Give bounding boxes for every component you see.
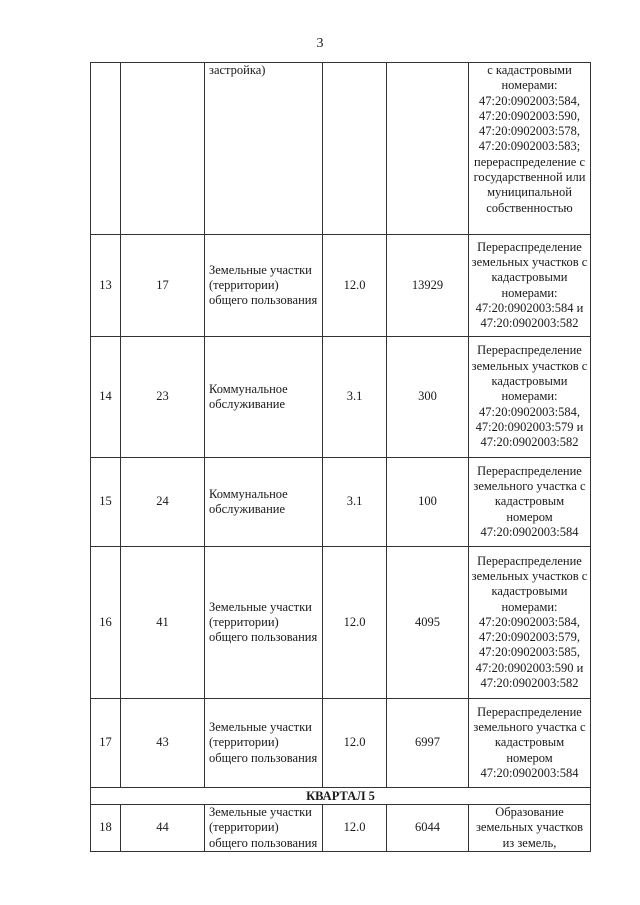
purpose: Земельные участки (территории) общего пользования	[205, 805, 323, 852]
area: 13929	[387, 235, 469, 337]
row-number: 18	[91, 805, 121, 852]
purpose: застройка)	[205, 63, 323, 235]
area: 6997	[387, 699, 469, 788]
row-number: 14	[91, 337, 121, 458]
formation-method: Перераспределение земельных участков с кадастровыми номерами: 47:20:0902003:584 и 47:20:0902003:582	[469, 235, 591, 337]
purpose: Земельные участки (территории) общего пользования	[205, 235, 323, 337]
plot-number: 23	[121, 337, 205, 458]
table-row	[91, 63, 591, 235]
area: 6044	[387, 805, 469, 852]
plot-number: 43	[121, 699, 205, 788]
formation-method: Образование земельных участков из земель,	[469, 805, 591, 852]
plot-number: 17	[121, 235, 205, 337]
table-row	[91, 805, 591, 852]
table-row	[91, 235, 591, 337]
plot-number	[121, 63, 205, 235]
formation-method: с кадастровыми номерами: 47:20:0902003:584, 47:20:0902003:590, 47:20:0902003:578, 47:20:0902003:583; перераспределение с государственной или муниципальной собственностью	[469, 63, 591, 235]
row-number: 13	[91, 235, 121, 337]
area: 300	[387, 337, 469, 458]
purpose: Коммунальное обслуживание	[205, 337, 323, 458]
table-row	[91, 547, 591, 699]
formation-method: Перераспределение земельного участка с кадастровым номером 47:20:0902003:584	[469, 458, 591, 547]
purpose-code: 3.1	[323, 458, 387, 547]
purpose: Земельные участки (территории) общего пользования	[205, 699, 323, 788]
formation-method: Перераспределение земельных участков с кадастровыми номерами: 47:20:0902003:584, 47:20:0902003:579, 47:20:0902003:585, 47:20:0902003:590 и 47:20:0902003:582	[469, 547, 591, 699]
formation-method: Перераспределение земельных участков с кадастровыми номерами: 47:20:0902003:584, 47:20:0902003:579 и 47:20:0902003:582	[469, 337, 591, 458]
formation-method: Перераспределение земельного участка с кадастровым номером 47:20:0902003:584	[469, 699, 591, 788]
land-plots-table	[90, 62, 591, 852]
plot-number: 41	[121, 547, 205, 699]
page-number: 3	[316, 36, 324, 51]
table-row	[91, 337, 591, 458]
row-number: 17	[91, 699, 121, 788]
section-row	[91, 788, 591, 805]
purpose-code: 12.0	[323, 699, 387, 788]
plot-number: 24	[121, 458, 205, 547]
purpose-code: 12.0	[323, 805, 387, 852]
row-number: 15	[91, 458, 121, 547]
table-row	[91, 458, 591, 547]
purpose-code: 12.0	[323, 547, 387, 699]
plot-number: 44	[121, 805, 205, 852]
section-title: КВАРТАЛ 5	[91, 788, 591, 805]
purpose-code: 3.1	[323, 337, 387, 458]
area: 100	[387, 458, 469, 547]
area	[387, 63, 469, 235]
purpose: Земельные участки (территории) общего пользования	[205, 547, 323, 699]
table-row	[91, 699, 591, 788]
purpose-code: 12.0	[323, 235, 387, 337]
purpose-code	[323, 63, 387, 235]
area: 4095	[387, 547, 469, 699]
row-number: 16	[91, 547, 121, 699]
row-number	[91, 63, 121, 235]
purpose: Коммунальное обслуживание	[205, 458, 323, 547]
